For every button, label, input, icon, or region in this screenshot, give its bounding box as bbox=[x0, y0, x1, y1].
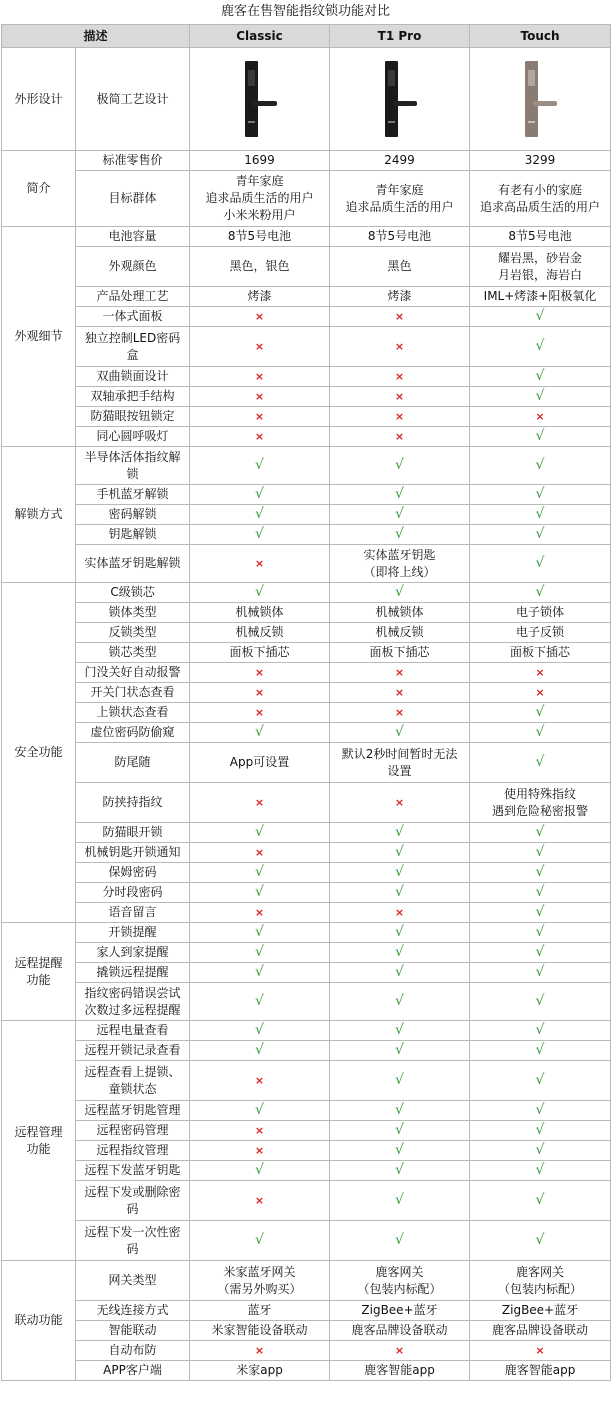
check-icon: √ bbox=[190, 447, 330, 485]
table-row bbox=[2, 743, 611, 783]
door-lock-icon bbox=[245, 61, 275, 137]
feature-label: 防猫眼按钮锁定 bbox=[76, 407, 190, 427]
feature-label: 语音留言 bbox=[76, 903, 190, 923]
feature-label: 独立控制LED密码盒 bbox=[76, 327, 190, 367]
check-icon: √ bbox=[470, 703, 611, 723]
feature-label: 远程查看上提锁、童锁状态 bbox=[76, 1061, 190, 1101]
table-row bbox=[2, 823, 611, 843]
table-row bbox=[2, 683, 611, 703]
comparison-table bbox=[1, 24, 611, 1381]
value-cell: 鹿客网关 （包装内标配） bbox=[330, 1261, 470, 1301]
check-icon: √ bbox=[190, 863, 330, 883]
table-row bbox=[2, 545, 611, 583]
cross-icon: × bbox=[330, 903, 470, 923]
feature-label: 分时段密码 bbox=[76, 883, 190, 903]
check-icon: √ bbox=[330, 843, 470, 863]
category-cell: 安全功能 bbox=[2, 583, 76, 923]
header-classic: Classic bbox=[190, 25, 330, 48]
check-icon: √ bbox=[470, 327, 611, 367]
table-row bbox=[2, 387, 611, 407]
cross-icon: × bbox=[330, 327, 470, 367]
table-row bbox=[2, 1141, 611, 1161]
table-row bbox=[2, 983, 611, 1021]
check-icon: √ bbox=[470, 447, 611, 485]
cross-icon: × bbox=[190, 327, 330, 367]
check-icon: √ bbox=[330, 1061, 470, 1101]
table-row bbox=[2, 525, 611, 545]
value-cell: 机械反锁 bbox=[330, 623, 470, 643]
table-row bbox=[2, 1101, 611, 1121]
check-icon: √ bbox=[190, 1041, 330, 1061]
table-row bbox=[2, 427, 611, 447]
table-row bbox=[2, 903, 611, 923]
check-icon: √ bbox=[470, 1061, 611, 1101]
table-row bbox=[2, 447, 611, 485]
category-cell: 外观细节 bbox=[2, 227, 76, 447]
check-icon: √ bbox=[470, 367, 611, 387]
table-row bbox=[2, 171, 611, 227]
lock-image bbox=[330, 48, 470, 151]
feature-label: 锁体类型 bbox=[76, 603, 190, 623]
feature-label: 远程蓝牙钥匙管理 bbox=[76, 1101, 190, 1121]
header-touch: Touch bbox=[470, 25, 611, 48]
value-cell: 电子锁体 bbox=[470, 603, 611, 623]
header-row bbox=[2, 25, 611, 48]
feature-label: 远程下发蓝牙钥匙 bbox=[76, 1161, 190, 1181]
cross-icon: × bbox=[190, 307, 330, 327]
category-cell: 外形设计 bbox=[2, 48, 76, 151]
table-row bbox=[2, 883, 611, 903]
cross-icon: × bbox=[190, 783, 330, 823]
table-row bbox=[2, 1061, 611, 1101]
check-icon: √ bbox=[190, 823, 330, 843]
category-cell: 远程管理 功能 bbox=[2, 1021, 76, 1261]
feature-label: 远程电量查看 bbox=[76, 1021, 190, 1041]
value-cell: 面板下插芯 bbox=[330, 643, 470, 663]
value-cell: 默认2秒时间暂时无法 设置 bbox=[330, 743, 470, 783]
comparison-body bbox=[2, 48, 611, 1381]
table-row bbox=[2, 327, 611, 367]
feature-label: 远程下发或删除密码 bbox=[76, 1181, 190, 1221]
table-row bbox=[2, 703, 611, 723]
check-icon: √ bbox=[470, 1101, 611, 1121]
check-icon: √ bbox=[190, 963, 330, 983]
check-icon: √ bbox=[330, 943, 470, 963]
category-cell: 远程提醒 功能 bbox=[2, 923, 76, 1021]
value-cell: 烤漆 bbox=[330, 287, 470, 307]
table-row bbox=[2, 151, 611, 171]
value-cell: 面板下插芯 bbox=[190, 643, 330, 663]
table-row bbox=[2, 783, 611, 823]
cross-icon: × bbox=[190, 683, 330, 703]
check-icon: √ bbox=[190, 943, 330, 963]
value-cell: 黑色 bbox=[330, 247, 470, 287]
feature-label: 密码解锁 bbox=[76, 505, 190, 525]
cross-icon: × bbox=[330, 663, 470, 683]
value-cell: 使用特殊指纹 遇到危险秘密报警 bbox=[470, 783, 611, 823]
check-icon: √ bbox=[330, 525, 470, 545]
check-icon: √ bbox=[470, 843, 611, 863]
feature-label: 远程下发一次性密码 bbox=[76, 1221, 190, 1261]
check-icon: √ bbox=[190, 923, 330, 943]
value-cell: ZigBee+蓝牙 bbox=[330, 1301, 470, 1321]
value-cell: 青年家庭 追求品质生活的用户 小米米粉用户 bbox=[190, 171, 330, 227]
check-icon: √ bbox=[470, 723, 611, 743]
check-icon: √ bbox=[190, 723, 330, 743]
check-icon: √ bbox=[330, 447, 470, 485]
feature-label: 钥匙解锁 bbox=[76, 525, 190, 545]
feature-label: 远程开锁记录查看 bbox=[76, 1041, 190, 1061]
value-cell: 8节5号电池 bbox=[190, 227, 330, 247]
table-row bbox=[2, 227, 611, 247]
feature-label: 实体蓝牙钥匙解锁 bbox=[76, 545, 190, 583]
check-icon: √ bbox=[470, 427, 611, 447]
cross-icon: × bbox=[190, 843, 330, 863]
cross-icon: × bbox=[330, 407, 470, 427]
cross-icon: × bbox=[190, 367, 330, 387]
feature-label: 指纹密码错误尝试次数过多远程提醒 bbox=[76, 983, 190, 1021]
check-icon: √ bbox=[330, 1221, 470, 1261]
lock-image bbox=[190, 48, 330, 151]
cross-icon: × bbox=[470, 407, 611, 427]
feature-label: 标准零售价 bbox=[76, 151, 190, 171]
table-row bbox=[2, 247, 611, 287]
door-lock-icon bbox=[525, 61, 555, 137]
check-icon: √ bbox=[330, 1041, 470, 1061]
check-icon: √ bbox=[470, 387, 611, 407]
feature-label: 撬锁远程提醒 bbox=[76, 963, 190, 983]
cross-icon: × bbox=[470, 683, 611, 703]
check-icon: √ bbox=[330, 863, 470, 883]
feature-label: 防猫眼开锁 bbox=[76, 823, 190, 843]
check-icon: √ bbox=[330, 723, 470, 743]
check-icon: √ bbox=[190, 883, 330, 903]
feature-label: 家人到家提醒 bbox=[76, 943, 190, 963]
feature-label: 同心圆呼吸灯 bbox=[76, 427, 190, 447]
cross-icon: × bbox=[330, 427, 470, 447]
value-cell: 鹿客品牌设备联动 bbox=[470, 1321, 611, 1341]
check-icon: √ bbox=[190, 1101, 330, 1121]
feature-label: 智能联动 bbox=[76, 1321, 190, 1341]
table-row bbox=[2, 1261, 611, 1301]
cross-icon: × bbox=[190, 1341, 330, 1361]
value-cell: 3299 bbox=[470, 151, 611, 171]
feature-label: 虚位密码防偷窥 bbox=[76, 723, 190, 743]
check-icon: √ bbox=[470, 505, 611, 525]
lock-image bbox=[470, 48, 611, 151]
check-icon: √ bbox=[470, 1041, 611, 1061]
check-icon: √ bbox=[470, 903, 611, 923]
check-icon: √ bbox=[470, 1181, 611, 1221]
cross-icon: × bbox=[330, 1341, 470, 1361]
check-icon: √ bbox=[330, 1181, 470, 1221]
table-row bbox=[2, 1121, 611, 1141]
check-icon: √ bbox=[470, 1161, 611, 1181]
value-cell: 鹿客品牌设备联动 bbox=[330, 1321, 470, 1341]
category-cell: 解锁方式 bbox=[2, 447, 76, 583]
check-icon: √ bbox=[470, 743, 611, 783]
feature-label: 远程指纹管理 bbox=[76, 1141, 190, 1161]
check-icon: √ bbox=[330, 1121, 470, 1141]
value-cell: 鹿客智能app bbox=[330, 1361, 470, 1381]
cross-icon: × bbox=[190, 663, 330, 683]
value-cell: 面板下插芯 bbox=[470, 643, 611, 663]
value-cell: 8节5号电池 bbox=[470, 227, 611, 247]
feature-label: 网关类型 bbox=[76, 1261, 190, 1301]
cross-icon: × bbox=[190, 427, 330, 447]
feature-label: 开关门状态查看 bbox=[76, 683, 190, 703]
check-icon: √ bbox=[190, 583, 330, 603]
check-icon: √ bbox=[470, 1021, 611, 1041]
check-icon: √ bbox=[470, 485, 611, 505]
check-icon: √ bbox=[470, 1121, 611, 1141]
table-row bbox=[2, 485, 611, 505]
table-row bbox=[2, 583, 611, 603]
value-cell: 机械反锁 bbox=[190, 623, 330, 643]
feature-label: 电池容量 bbox=[76, 227, 190, 247]
table-row bbox=[2, 863, 611, 883]
feature-label: 上锁状态查看 bbox=[76, 703, 190, 723]
check-icon: √ bbox=[330, 983, 470, 1021]
cross-icon: × bbox=[190, 545, 330, 583]
value-cell: 蓝牙 bbox=[190, 1301, 330, 1321]
cross-icon: × bbox=[190, 903, 330, 923]
value-cell: 米家app bbox=[190, 1361, 330, 1381]
feature-label: 防尾随 bbox=[76, 743, 190, 783]
feature-label: 远程密码管理 bbox=[76, 1121, 190, 1141]
feature-label: 保姆密码 bbox=[76, 863, 190, 883]
table-row bbox=[2, 1341, 611, 1361]
table-row bbox=[2, 1361, 611, 1381]
table-row bbox=[2, 623, 611, 643]
feature-label: APP客户端 bbox=[76, 1361, 190, 1381]
value-cell: 黑色，银色 bbox=[190, 247, 330, 287]
feature-label: 自动布防 bbox=[76, 1341, 190, 1361]
header-desc: 描述 bbox=[2, 25, 190, 48]
value-cell: 2499 bbox=[330, 151, 470, 171]
value-cell: 电子反锁 bbox=[470, 623, 611, 643]
feature-label: C级锁芯 bbox=[76, 583, 190, 603]
check-icon: √ bbox=[330, 963, 470, 983]
check-icon: √ bbox=[470, 823, 611, 843]
value-cell: 实体蓝牙钥匙 （即将上线） bbox=[330, 545, 470, 583]
value-cell: 8节5号电池 bbox=[330, 227, 470, 247]
table-row bbox=[2, 307, 611, 327]
check-icon: √ bbox=[330, 505, 470, 525]
table-row bbox=[2, 723, 611, 743]
cross-icon: × bbox=[330, 387, 470, 407]
check-icon: √ bbox=[470, 963, 611, 983]
header-t1pro: T1 Pro bbox=[330, 25, 470, 48]
check-icon: √ bbox=[330, 1141, 470, 1161]
table-row bbox=[2, 505, 611, 525]
cross-icon: × bbox=[330, 703, 470, 723]
check-icon: √ bbox=[330, 923, 470, 943]
check-icon: √ bbox=[470, 943, 611, 963]
check-icon: √ bbox=[470, 883, 611, 903]
value-cell: 耀岩黑，砂岩金 月岩银，海岩白 bbox=[470, 247, 611, 287]
cross-icon: × bbox=[190, 1181, 330, 1221]
cross-icon: × bbox=[470, 1341, 611, 1361]
cross-icon: × bbox=[190, 703, 330, 723]
cross-icon: × bbox=[330, 683, 470, 703]
cross-icon: × bbox=[190, 387, 330, 407]
feature-label: 产品处理工艺 bbox=[76, 287, 190, 307]
check-icon: √ bbox=[190, 983, 330, 1021]
table-row bbox=[2, 1321, 611, 1341]
check-icon: √ bbox=[330, 883, 470, 903]
table-row bbox=[2, 1301, 611, 1321]
value-cell: 有老有小的家庭 追求高品质生活的用户 bbox=[470, 171, 611, 227]
page-title: 鹿客在售智能指纹锁功能对比 bbox=[220, 4, 390, 19]
check-icon: √ bbox=[190, 485, 330, 505]
check-icon: √ bbox=[470, 863, 611, 883]
table-row bbox=[2, 407, 611, 427]
table-row bbox=[2, 1161, 611, 1181]
check-icon: √ bbox=[190, 1221, 330, 1261]
table-row bbox=[2, 287, 611, 307]
check-icon: √ bbox=[470, 525, 611, 545]
check-icon: √ bbox=[330, 823, 470, 843]
check-icon: √ bbox=[470, 923, 611, 943]
table-row bbox=[2, 643, 611, 663]
value-cell: 烤漆 bbox=[190, 287, 330, 307]
feature-label: 锁芯类型 bbox=[76, 643, 190, 663]
check-icon: √ bbox=[470, 307, 611, 327]
value-cell: 机械锁体 bbox=[330, 603, 470, 623]
table-row bbox=[2, 943, 611, 963]
feature-label: 防挟持指纹 bbox=[76, 783, 190, 823]
feature-label: 双轴承把手结构 bbox=[76, 387, 190, 407]
value-cell: 青年家庭 追求品质生活的用户 bbox=[330, 171, 470, 227]
cross-icon: × bbox=[190, 1141, 330, 1161]
feature-label: 半导体活体指纹解锁 bbox=[76, 447, 190, 485]
cross-icon: × bbox=[470, 663, 611, 683]
feature-label: 手机蓝牙解锁 bbox=[76, 485, 190, 505]
value-cell: IML+烤漆+阳极氧化 bbox=[470, 287, 611, 307]
category-cell: 简介 bbox=[2, 151, 76, 227]
value-cell: ZigBee+蓝牙 bbox=[470, 1301, 611, 1321]
check-icon: √ bbox=[470, 583, 611, 603]
check-icon: √ bbox=[190, 525, 330, 545]
cross-icon: × bbox=[190, 1121, 330, 1141]
feature-label: 机械钥匙开锁通知 bbox=[76, 843, 190, 863]
check-icon: √ bbox=[330, 1101, 470, 1121]
value-cell: App可设置 bbox=[190, 743, 330, 783]
check-icon: √ bbox=[330, 485, 470, 505]
check-icon: √ bbox=[190, 1161, 330, 1181]
feature-label: 目标群体 bbox=[76, 171, 190, 227]
feature-label: 反锁类型 bbox=[76, 623, 190, 643]
feature-label: 极简工艺设计 bbox=[76, 48, 190, 151]
value-cell: 机械锁体 bbox=[190, 603, 330, 623]
check-icon: √ bbox=[470, 1141, 611, 1161]
check-icon: √ bbox=[190, 1021, 330, 1041]
cross-icon: × bbox=[190, 407, 330, 427]
check-icon: √ bbox=[470, 983, 611, 1021]
value-cell: 1699 bbox=[190, 151, 330, 171]
feature-label: 一体式面板 bbox=[76, 307, 190, 327]
feature-label: 门没关好自动报警 bbox=[76, 663, 190, 683]
feature-label: 开锁提醒 bbox=[76, 923, 190, 943]
cross-icon: × bbox=[330, 783, 470, 823]
table-row bbox=[2, 663, 611, 683]
category-cell: 联动功能 bbox=[2, 1261, 76, 1381]
table-row bbox=[2, 843, 611, 863]
check-icon: √ bbox=[470, 1221, 611, 1261]
value-cell: 鹿客智能app bbox=[470, 1361, 611, 1381]
feature-label: 双曲锁面设计 bbox=[76, 367, 190, 387]
value-cell: 米家蓝牙网关 （需另外购买） bbox=[190, 1261, 330, 1301]
table-row bbox=[2, 1021, 611, 1041]
check-icon: √ bbox=[330, 1021, 470, 1041]
cross-icon: × bbox=[330, 367, 470, 387]
table-row bbox=[2, 48, 611, 151]
cross-icon: × bbox=[330, 307, 470, 327]
table-row bbox=[2, 963, 611, 983]
table-row bbox=[2, 1041, 611, 1061]
table-row bbox=[2, 367, 611, 387]
value-cell: 米家智能设备联动 bbox=[190, 1321, 330, 1341]
check-icon: √ bbox=[470, 545, 611, 583]
check-icon: √ bbox=[190, 505, 330, 525]
door-lock-icon bbox=[385, 61, 415, 137]
value-cell: 鹿客网关 （包装内标配） bbox=[470, 1261, 611, 1301]
table-row bbox=[2, 923, 611, 943]
check-icon: √ bbox=[330, 1161, 470, 1181]
table-row bbox=[2, 1181, 611, 1221]
feature-label: 外观颜色 bbox=[76, 247, 190, 287]
feature-label: 无线连接方式 bbox=[76, 1301, 190, 1321]
check-icon: √ bbox=[330, 583, 470, 603]
table-row bbox=[2, 1221, 611, 1261]
table-row bbox=[2, 603, 611, 623]
cross-icon: × bbox=[190, 1061, 330, 1101]
